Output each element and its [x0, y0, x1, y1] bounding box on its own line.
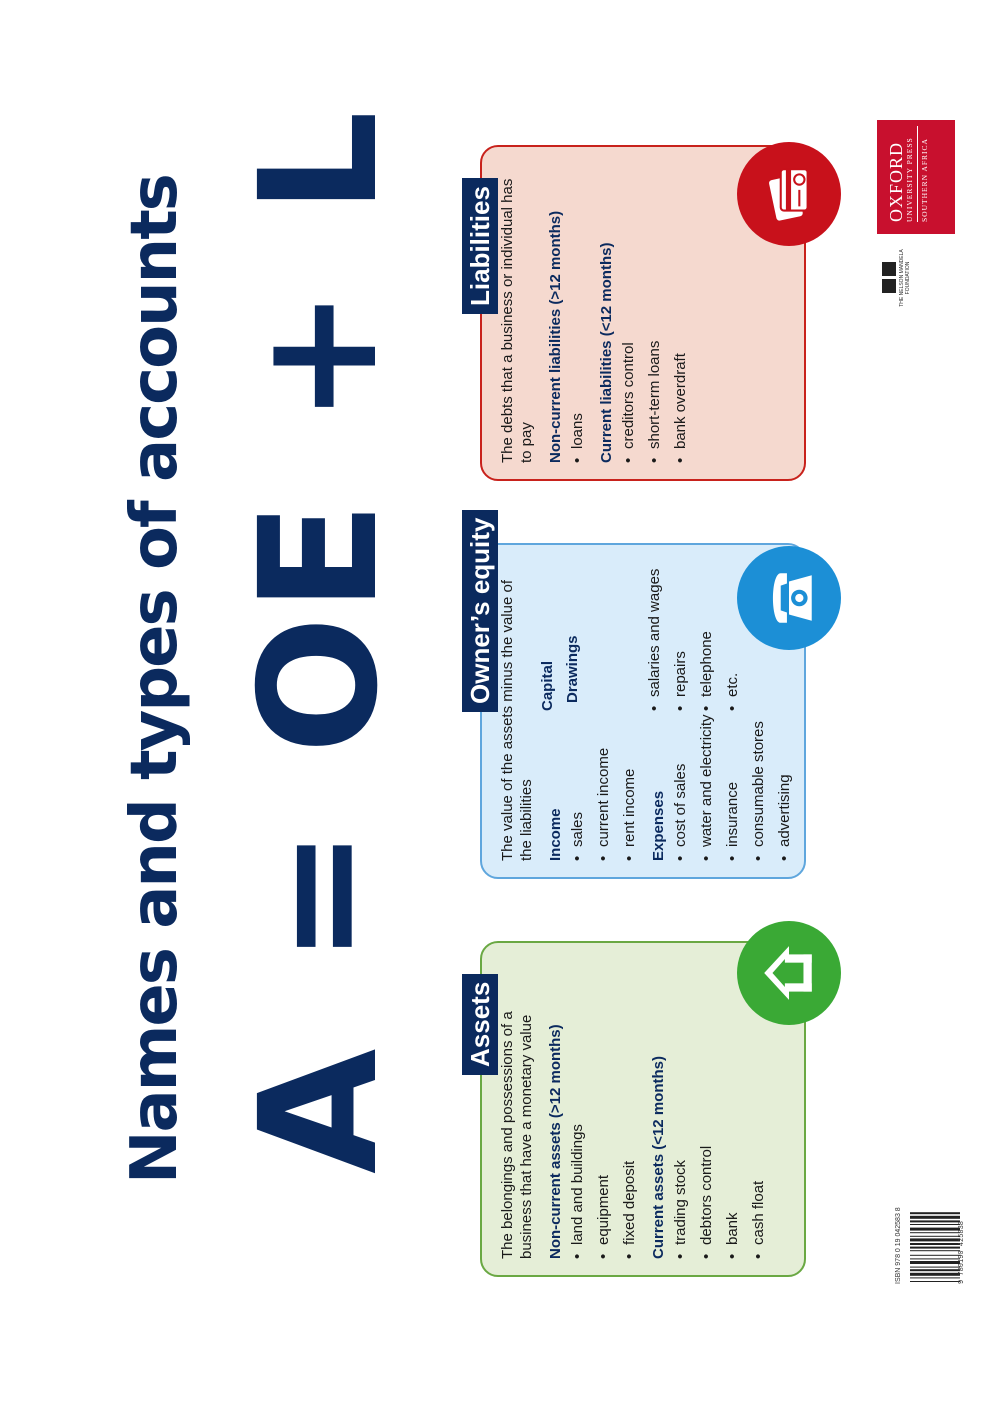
- list-item: • consumable stores: [746, 711, 772, 861]
- noncurrent-liabilities-heading: Non-current liabilities (>12 months): [547, 210, 564, 463]
- poster-title: Names and types of accounts: [118, 175, 192, 1184]
- barcode-number: 9 780190 425838: [958, 1220, 966, 1284]
- equation-l: L: [226, 106, 414, 214]
- list-item: • current income: [591, 711, 617, 861]
- current-liabilities-list: [616, 163, 694, 463]
- list-item: • salaries and wages: [642, 561, 668, 711]
- foundation-name: THE NELSON MANDELA FOUNDATION: [899, 249, 911, 307]
- list-item: • rent income: [617, 711, 643, 861]
- income-column: [546, 711, 649, 861]
- expenses-list-left: [668, 711, 798, 861]
- list-item: • water and electricity: [694, 711, 720, 861]
- assets-tag: Assets: [462, 974, 498, 1075]
- owners-equity-badge: [737, 546, 841, 650]
- drawings-heading: Drawings: [564, 635, 581, 703]
- oxford-line2: SOUTHERN AFRICA: [917, 126, 930, 222]
- list-item: • repairs: [668, 561, 694, 711]
- list-item: • cost of sales: [668, 711, 694, 861]
- telephone-icon: [758, 567, 820, 629]
- equation-oe: OE: [226, 497, 414, 754]
- list-item: • cash float: [746, 959, 772, 1259]
- equation-equals: =: [226, 824, 414, 964]
- isbn-text: ISBN 978 0 19 042583 8: [895, 1207, 902, 1284]
- liabilities-tag: Liabilities: [462, 178, 498, 314]
- liabilities-badge: [737, 142, 841, 246]
- list-item: • trading stock: [668, 959, 694, 1259]
- mandela-foundation-logo: [879, 240, 925, 316]
- assets-badge: [737, 921, 841, 1025]
- oxford-logo: [877, 120, 955, 234]
- list-item: • creditors control: [616, 163, 642, 463]
- barcode-icon: [905, 1194, 965, 1284]
- list-item: • telephone: [694, 561, 720, 711]
- list-item: • sales: [565, 711, 591, 861]
- liabilities-body: [498, 163, 700, 463]
- foundation-boxes: [882, 240, 896, 316]
- owners-equity-tag: Owner’s equity: [462, 510, 498, 712]
- list-item: • bank: [720, 959, 746, 1259]
- assets-body: [498, 959, 778, 1259]
- list-item: • fixed deposit: [617, 959, 643, 1259]
- list-item: • debtors control: [694, 959, 720, 1259]
- list-item: • insurance: [720, 711, 746, 861]
- capital-column: [539, 561, 649, 711]
- equation-a: A: [226, 1044, 414, 1174]
- list-item: • bank overdraft: [668, 163, 694, 463]
- liabilities-description: The debts that a business or individual has to pay: [499, 178, 535, 463]
- income-capital-row: [539, 561, 649, 861]
- list-item: • short-term loans: [642, 163, 668, 463]
- list-item: • land and buildings: [565, 959, 591, 1259]
- list-item: • etc.: [720, 561, 746, 711]
- list-item: • advertising: [772, 711, 798, 861]
- oxford-brand: OXFORD: [886, 141, 906, 222]
- income-list: [565, 711, 643, 861]
- owners-equity-description: The value of the assets minus the value of the liabilities: [499, 580, 535, 861]
- equation-plus: +: [226, 284, 414, 424]
- expenses-heading: Expenses: [650, 790, 667, 861]
- noncurrent-assets-heading: Non-current assets (>12 months): [547, 1024, 564, 1259]
- current-assets-heading: Current assets (<12 months): [650, 1056, 667, 1259]
- list-item: • loans: [565, 163, 591, 463]
- assets-description: The belongings and possessions of a business that have a monetary value: [499, 1011, 535, 1259]
- current-liabilities-heading: Current liabilities (<12 months): [598, 242, 615, 463]
- capital-heading: Capital: [539, 660, 556, 711]
- noncurrent-liabilities-list: [565, 163, 591, 463]
- credit-card-icon: [758, 163, 820, 225]
- noncurrent-assets-list: [565, 959, 643, 1259]
- oxford-line1: UNIVERSITY PRESS: [905, 137, 914, 222]
- income-heading: Income: [547, 808, 564, 861]
- list-item: • equipment: [591, 959, 617, 1259]
- house-icon: [758, 942, 820, 1004]
